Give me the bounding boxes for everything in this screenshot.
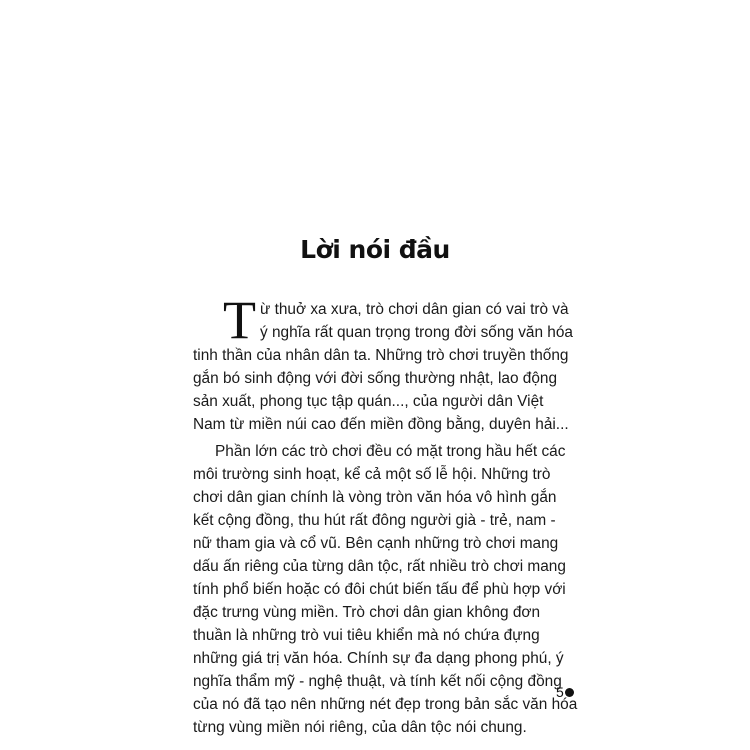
drop-cap: T: [223, 290, 256, 350]
bullet-dot-icon: [565, 688, 574, 697]
body-text: [193, 290, 578, 739]
page-number-text: 5: [556, 684, 564, 700]
paragraph-2: Phần lớn các trò chơi đều có mặt trong hầu hết các môi trường sinh hoạt, kể cả một số lễ hội. Những trò chơi dân gian chính là vòng tròn văn hóa vô hình gắn kết cộng đồng, thu hút rất đông người già - trẻ, nam - nữ tham gia và cổ vũ. Bên cạnh những trò chơi mang dấu ấn riêng của từng dân tộc, rất nhiều trò chơi mang tính phổ biến hoặc có đôi chút biến tấu để phù hợp với đặc trưng vùng miền. Trò chơi dân gian không đơn thuần là những trò vui tiêu khiển mà nó chứa đựng những giá trị văn hóa. Chính sự đa dạng phong phú, ý nghĩa thẩm mỹ - nghệ thuật, và tính kết nối cộng đồng của nó đã tạo nên những nét đẹp trong bản sắc văn hóa từng vùng miền nói riêng, của dân tộc nói chung.: [193, 443, 578, 736]
paragraph-1-text: ừ thuở xa xưa, trò chơi dân gian có vai trò và ý nghĩa rất quan trọng trong đời sống văn hóa tinh thần của nhân dân ta. Những trò chơi truyền thống gắn bó sinh động với đời sống thường nhật, lao động sản xuất, phong tục tập quán..., của người dân Việt Nam từ miền núi cao đến miền đồng bằng, duyên hải...: [193, 301, 573, 433]
page-title: Lời nói đầu: [300, 234, 450, 264]
page-number: [556, 684, 574, 700]
paragraph-1: [193, 290, 578, 436]
